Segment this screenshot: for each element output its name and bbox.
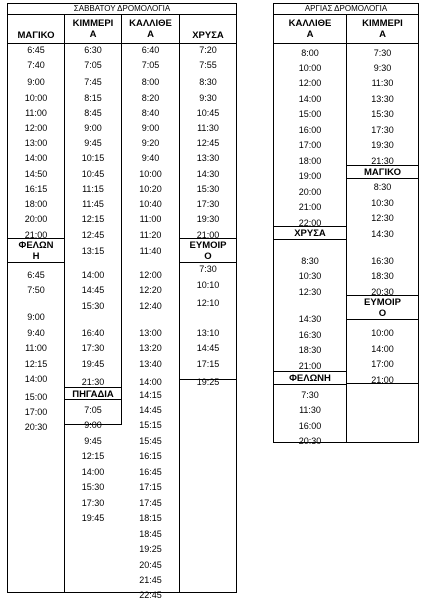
departure-time: 17:30	[81, 343, 105, 353]
departure-time: 11:30	[299, 405, 321, 415]
departure-time: 13:10	[196, 328, 220, 338]
stop-header-magiko: ΜΑΓΙΚΟ	[347, 165, 418, 179]
departure-time: 12:30	[371, 213, 394, 223]
departure-time: 13:15	[81, 246, 105, 256]
departure-time: 13:20	[139, 343, 162, 353]
departure-time: 18:45	[139, 529, 162, 539]
departure-time: 16:00	[298, 421, 322, 431]
departure-time: 11:30	[197, 123, 219, 133]
departure-time: 14:00	[139, 377, 162, 387]
departure-time: 10:10	[196, 280, 220, 290]
departure-time: 15:00	[298, 109, 322, 119]
stop-header-magiko: ΜΑΓΙΚΟ	[8, 15, 64, 44]
departure-time: 14:30	[298, 314, 322, 324]
departure-time: 22:45	[139, 590, 162, 600]
saturday-schedule-title: ΣΑΒΒΑΤΟΥ ΔΡΟΜΟΛΟΓΙΑ	[8, 4, 236, 15]
departure-time: 9:00	[84, 123, 102, 133]
departure-time: 7:45	[84, 77, 102, 87]
departure-time: 6:45	[27, 270, 45, 280]
departure-time: 14:00	[24, 374, 48, 384]
departure-time: 10:20	[139, 184, 162, 194]
departure-time: 9:40	[141, 153, 160, 163]
departure-time: 12:20	[139, 285, 162, 295]
departure-time: 12:15	[24, 359, 48, 369]
departure-time: 13:30	[371, 94, 394, 104]
departure-time: 12:10	[196, 298, 220, 308]
stop-header-chrysa: ΧΡΥΣΑ	[180, 15, 236, 44]
departure-time: 21:00	[371, 375, 394, 385]
departure-time: 11:15	[82, 184, 104, 194]
departure-time: 12:00	[24, 123, 48, 133]
departure-time: 10:15	[81, 153, 105, 163]
departure-time: 21:00	[24, 230, 48, 240]
departure-time: 17:00	[298, 140, 322, 150]
departure-time: 14:00	[298, 94, 322, 104]
departure-time: 10:45	[196, 108, 220, 118]
departure-time: 11:30	[371, 78, 394, 88]
departure-time: 14:30	[371, 229, 394, 239]
departure-time: 8:15	[84, 93, 102, 103]
departure-time: 15:00	[24, 392, 48, 402]
departure-time: 17:15	[139, 482, 162, 492]
departure-time: 12:45	[81, 230, 105, 240]
departure-time: 8:30	[301, 256, 319, 266]
departure-time: 12:00	[139, 270, 162, 280]
departure-time: 7:05	[84, 60, 102, 70]
departure-time: 20:30	[371, 287, 394, 297]
departure-time: 12:40	[139, 301, 162, 311]
departure-time: 7:55	[199, 60, 217, 70]
departure-time: 9:40	[27, 328, 45, 338]
stop-header-evmoiro: ΕΥΜΟΙΡ Ο	[347, 295, 418, 320]
saturday-column-2	[65, 15, 122, 523]
departure-time: 17:30	[81, 498, 105, 508]
departure-time: 12:15	[81, 214, 105, 224]
departure-time: 7:20	[199, 45, 217, 55]
departure-time: 21:30	[371, 156, 394, 166]
departure-time: 15:30	[81, 301, 105, 311]
departure-time: 8:30	[373, 182, 392, 192]
holiday-schedule-table	[273, 3, 419, 446]
departure-time: 15:30	[371, 109, 394, 119]
departure-time: 9:00	[141, 123, 160, 133]
departure-time: 17:30	[371, 125, 394, 135]
departure-time: 16:30	[298, 330, 322, 340]
departure-time: 19:25	[139, 544, 162, 554]
departure-time: 15:30	[196, 184, 220, 194]
departure-time: 21:00	[196, 230, 220, 240]
departure-time: 14:30	[196, 169, 220, 179]
departure-time: 16:30	[371, 256, 394, 266]
departure-time: 21:00	[298, 202, 322, 212]
departure-time: 16:15	[139, 451, 162, 461]
departure-time: 10:30	[298, 271, 322, 281]
departure-time: 11:00	[25, 108, 47, 118]
departure-time: 16:15	[24, 184, 48, 194]
departure-time: 20:00	[24, 214, 48, 224]
departure-time: 11:40	[139, 246, 162, 256]
saturday-column-1	[8, 15, 65, 592]
departure-time: 7:05	[84, 405, 102, 415]
departure-time: 9:30	[199, 93, 217, 103]
departure-time: 9:00	[27, 312, 45, 322]
departure-time: 18:30	[298, 345, 322, 355]
departure-time: 9:30	[373, 63, 392, 73]
departure-time: 10:40	[139, 199, 162, 209]
holiday-column-2	[347, 15, 418, 384]
departure-time: 20:30	[298, 436, 322, 446]
departure-time: 8:00	[141, 77, 160, 87]
departure-time: 8:40	[141, 108, 160, 118]
departure-time: 9:20	[141, 138, 160, 148]
departure-time: 10:30	[371, 198, 394, 208]
departure-time: 8:45	[84, 108, 102, 118]
departure-time: 13:00	[139, 328, 162, 338]
departure-time: 12:00	[298, 78, 322, 88]
departure-time: 19:00	[298, 171, 322, 181]
departure-time: 15:30	[81, 482, 105, 492]
departure-time: 16:45	[139, 467, 162, 477]
departure-time: 11:20	[139, 230, 162, 240]
departure-time: 8:30	[199, 77, 217, 87]
departure-time: 18:15	[139, 513, 162, 523]
departure-time: 14:00	[81, 467, 105, 477]
stop-header-pigadia: ΠΗΓΑΔΙΑ	[65, 387, 121, 400]
stop-header-kallithea: ΚΑΛΛΙΘΕ Α	[122, 15, 179, 44]
departure-time: 10:45	[81, 169, 105, 179]
departure-time: 13:30	[196, 153, 220, 163]
departure-time: 6:45	[27, 45, 45, 55]
departure-time: 20:45	[139, 560, 162, 570]
departure-time: 22:00	[298, 218, 322, 228]
departure-time: 19:45	[81, 513, 105, 523]
departure-time: 16:00	[298, 125, 322, 135]
departure-time: 12:30	[298, 287, 322, 297]
departure-time: 6:30	[84, 45, 102, 55]
departure-time: 13:00	[24, 138, 48, 148]
departure-time: 10:00	[298, 63, 322, 73]
departure-time: 9:45	[84, 436, 102, 446]
departure-time: 14:45	[139, 405, 162, 415]
departure-time: 17:00	[371, 359, 394, 369]
departure-time: 10:00	[139, 169, 162, 179]
stop-header-kallithea: ΚΑΛΛΙΘΕ Α	[274, 15, 346, 44]
departure-time: 20:00	[298, 187, 322, 197]
stop-header-felonh: ΦΕΛΩΝ Η	[8, 238, 64, 263]
departure-time: 14:00	[371, 344, 394, 354]
departure-time: 18:00	[24, 199, 48, 209]
stop-header-kimmeria: ΚΙΜΜΕΡΙ Α	[347, 15, 418, 44]
departure-time: 10:00	[371, 328, 394, 338]
departure-time: 20:30	[24, 422, 48, 432]
departure-time: 14:45	[81, 285, 105, 295]
departure-time: 8:00	[301, 48, 319, 58]
departure-time: 21:45	[139, 575, 162, 585]
departure-time: 19:30	[371, 140, 394, 150]
departure-time: 9:00	[84, 420, 102, 430]
stop-header-felonh: ΦΕΛΩΝΗ	[274, 371, 346, 385]
departure-time: 14:00	[24, 153, 48, 163]
departure-time: 13:40	[139, 359, 162, 369]
departure-time: 9:00	[27, 77, 45, 87]
departure-time: 19:45	[81, 359, 105, 369]
departure-time: 9:45	[84, 138, 102, 148]
departure-time: 14:00	[81, 270, 105, 280]
departure-time: 14:15	[139, 390, 162, 400]
departure-time: 7:30	[301, 390, 319, 400]
departure-time: 15:45	[139, 436, 162, 446]
departure-time: 10:00	[24, 93, 48, 103]
departure-time: 7:50	[27, 285, 45, 295]
departure-time: 17:00	[24, 407, 48, 417]
departure-time: 15:15	[139, 420, 162, 430]
stop-header-chrysa: ΧΡΥΣΑ	[274, 226, 346, 240]
departure-time: 7:05	[141, 60, 160, 70]
departure-time: 11:00	[139, 214, 162, 224]
saturday-column-4	[180, 15, 236, 387]
departure-time: 11:45	[82, 199, 104, 209]
departure-time: 17:15	[196, 359, 220, 369]
departure-time: 7:30	[373, 48, 392, 58]
departure-time: 21:30	[81, 377, 105, 387]
departure-time: 8:20	[141, 93, 160, 103]
stop-header-kimmeria: ΚΙΜΜΕΡΙ Α	[65, 15, 121, 44]
holiday-schedule-title: ΑΡΓΙΑΣ ΔΡΟΜΟΛΟΓΙΑ	[274, 4, 418, 15]
departure-time: 14:50	[24, 169, 48, 179]
departure-time: 17:45	[139, 498, 162, 508]
departure-time: 17:30	[196, 199, 220, 209]
departure-time: 14:45	[196, 343, 220, 353]
departure-time: 21:00	[298, 361, 322, 371]
departure-time: 6:40	[141, 45, 160, 55]
departure-time: 7:40	[27, 60, 45, 70]
saturday-column-3	[122, 15, 180, 600]
departure-time: 19:30	[196, 214, 220, 224]
saturday-schedule-table	[7, 3, 237, 600]
departure-time: 18:30	[371, 271, 394, 281]
departure-time: 19:25	[196, 377, 220, 387]
departure-time: 12:45	[196, 138, 220, 148]
holiday-column-1	[274, 15, 347, 446]
departure-time: 16:40	[81, 328, 105, 338]
departure-time: 12:15	[81, 451, 105, 461]
stop-header-evmoiro: ΕΥΜΟΙΡ Ο	[180, 238, 236, 263]
departure-time: 11:00	[25, 343, 47, 353]
departure-time: 18:00	[298, 156, 322, 166]
departure-time: 7:30	[199, 264, 217, 274]
